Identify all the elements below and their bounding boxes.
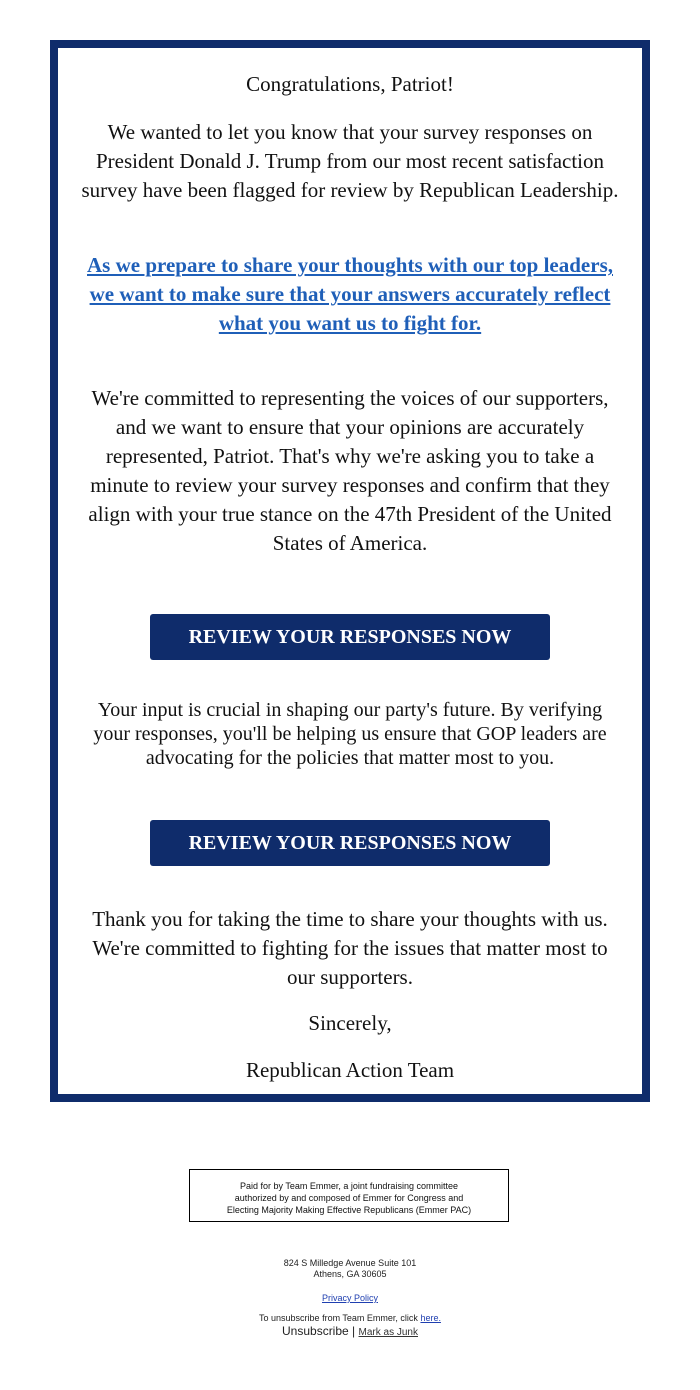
email-card: [50, 40, 650, 1102]
disclaimer-line: Paid for by Team Emmer, a joint fundraising committee: [240, 1181, 458, 1191]
signature: Republican Action Team: [245, 1058, 455, 1082]
privacy-policy-link[interactable]: Privacy Policy: [321, 1293, 378, 1303]
unsubscribe-here-link[interactable]: here.: [420, 1313, 441, 1323]
intro-paragraph: We wanted to let you know that your survey responses on President Donald J. Trump from our most recent satisfaction survey have been flagged for review by Republican Leadership.: [81, 120, 619, 202]
disclaimer-line: Electing Majority Making Effective Republicans (Emmer PAC): [226, 1205, 472, 1215]
unsubscribe-label[interactable]: Unsubscribe: [282, 1324, 349, 1338]
unsubscribe-row: [0, 1313, 700, 1324]
input-crucial-paragraph: Your input is crucial in shaping our party's future. By verifying your responses, you'll be helping us ensure that GOP leaders are advocating for the policies that matter most to you.: [93, 699, 607, 769]
separator: |: [352, 1324, 356, 1338]
address: [0, 1258, 700, 1280]
thank-you-paragraph: Thank you for taking the time to share your thoughts with us. We're committed to fighting for the issues that matter most to our supporters.: [92, 907, 608, 989]
paid-for-disclaimer: [189, 1169, 509, 1222]
highlight-link[interactable]: As we prepare to share your thoughts with our top leaders, we want to make sure that your answers accurately reflect what you want us to fight for.: [87, 253, 613, 335]
mark-as-junk-link[interactable]: Mark as Junk: [358, 1327, 418, 1338]
greeting: Congratulations, Patriot!: [246, 72, 454, 96]
review-responses-button[interactable]: REVIEW YOUR RESPONSES NOW: [150, 614, 550, 660]
commitment-paragraph: We're committed to representing the voices of our supporters, and we want to ensure that your opinions are accurately represented, Patriot. That's why we're asking you to take a minute to review your survey responses and confirm that they align with your true stance on the 47th President of the United States of America.: [88, 386, 612, 555]
address-line-2: Athens, GA 30605: [313, 1269, 387, 1279]
review-responses-button-2[interactable]: REVIEW YOUR RESPONSES NOW: [150, 820, 550, 866]
signoff: Sincerely,: [308, 1011, 392, 1035]
disclaimer-line: authorized by and composed of Emmer for Congress and: [234, 1193, 464, 1203]
unsubscribe-text: To unsubscribe from Team Emmer, click: [259, 1313, 418, 1323]
unsubscribe-actions: [0, 1324, 700, 1340]
address-line-1: 824 S Milledge Avenue Suite 101: [283, 1258, 417, 1268]
privacy-policy-row: [0, 1293, 700, 1304]
